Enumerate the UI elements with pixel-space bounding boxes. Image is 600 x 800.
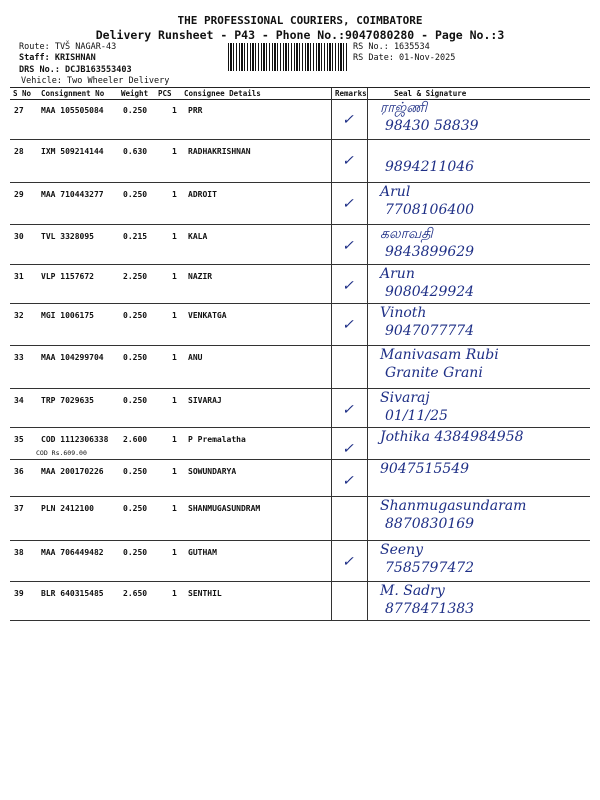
row-sno: 32 bbox=[14, 311, 24, 320]
row-signature: Jothika 4384984958 bbox=[380, 429, 524, 445]
row-consignee: ADROIT bbox=[188, 190, 217, 199]
row-remark-tick: ✓ bbox=[342, 554, 354, 570]
row-consignment-no: MAA 706449482 bbox=[41, 548, 104, 557]
row-cod-note: COD Rs.609.00 bbox=[36, 449, 87, 457]
row-weight: 0.215 bbox=[123, 232, 148, 241]
runsheet-subtitle: Delivery Runsheet - P43 - Phone No.:9047080280 - Page No.:3 bbox=[95, 28, 505, 42]
row-signature-phone: 9080429924 bbox=[385, 284, 475, 300]
barcode bbox=[228, 43, 348, 71]
row-signature: Sivaraj bbox=[380, 390, 430, 406]
row-remark-tick: ✓ bbox=[342, 278, 354, 294]
row-remark-tick: ✓ bbox=[342, 473, 354, 489]
row-divider bbox=[10, 388, 590, 389]
row-divider bbox=[10, 496, 590, 497]
row-divider bbox=[10, 303, 590, 304]
rs-date: RS Date: 01-Nov-2025 bbox=[353, 53, 456, 63]
row-sno: 39 bbox=[14, 589, 24, 598]
row-divider bbox=[10, 427, 590, 428]
col-seal: Seal & Signature bbox=[394, 89, 467, 98]
row-remark-tick: ✓ bbox=[342, 441, 354, 457]
row-sno: 37 bbox=[14, 504, 24, 513]
row-divider bbox=[10, 139, 590, 140]
drs-number: DRS No.: DCJB163553403 bbox=[19, 65, 132, 75]
row-pcs: 1 bbox=[172, 232, 177, 241]
row-weight: 0.250 bbox=[123, 548, 148, 557]
table-header bbox=[10, 87, 590, 100]
row-consignee: ANU bbox=[188, 353, 203, 362]
row-consignee: SHANMUGASUNDRAM bbox=[188, 504, 261, 513]
row-consignee: P Premalatha bbox=[188, 435, 246, 444]
row-pcs: 1 bbox=[172, 467, 177, 476]
row-pcs: 1 bbox=[172, 589, 177, 598]
row-signature-phone: 9047077774 bbox=[385, 323, 475, 339]
col-consignment: Consignment No bbox=[41, 89, 105, 98]
route-label: Route: TVŠ NAGAR-43 bbox=[19, 42, 117, 52]
vehicle-label: Vehicle: Two Wheeler Delivery bbox=[21, 76, 170, 86]
row-sno: 28 bbox=[14, 147, 24, 156]
row-sno: 38 bbox=[14, 548, 24, 557]
row-signature: Shanmugasundaram bbox=[380, 498, 527, 514]
row-pcs: 1 bbox=[172, 504, 177, 513]
row-signature-phone: 98430 58839 bbox=[385, 118, 479, 134]
col-remarks: Remarks bbox=[335, 89, 367, 98]
row-consignment-no: MAA 710443277 bbox=[41, 190, 104, 199]
row-signature: Seeny bbox=[380, 542, 424, 558]
row-pcs: 1 bbox=[172, 548, 177, 557]
row-weight: 0.250 bbox=[123, 353, 148, 362]
row-signature: M. Sadry bbox=[380, 583, 445, 599]
row-pcs: 1 bbox=[172, 106, 177, 115]
row-pcs: 1 bbox=[172, 272, 177, 281]
row-consignment-no: TRP 7029635 bbox=[41, 396, 94, 405]
row-weight: 0.250 bbox=[123, 396, 148, 405]
row-weight: 2.600 bbox=[123, 435, 148, 444]
row-consignment-no: BLR 640315485 bbox=[41, 589, 104, 598]
row-consignee: PRR bbox=[188, 106, 203, 115]
row-consignee: SENTHIL bbox=[188, 589, 222, 598]
row-signature: Vinoth bbox=[380, 305, 427, 321]
col-weight: Weight bbox=[121, 89, 149, 98]
company-title: THE PROFESSIONAL COURIERS, COIMBATORE bbox=[177, 14, 423, 27]
row-sno: 33 bbox=[14, 353, 24, 362]
row-sno: 36 bbox=[14, 467, 24, 476]
row-divider bbox=[10, 264, 590, 265]
row-signature: Arun bbox=[380, 266, 415, 282]
row-signature: 9047515549 bbox=[380, 461, 470, 477]
row-consignment-no: PLN 2412100 bbox=[41, 504, 94, 513]
row-weight: 2.250 bbox=[123, 272, 148, 281]
row-sno: 29 bbox=[14, 190, 24, 199]
row-sno: 30 bbox=[14, 232, 24, 241]
row-consignment-no: VLP 1157672 bbox=[41, 272, 94, 281]
row-divider bbox=[10, 182, 590, 183]
row-signature-phone: 9894211046 bbox=[385, 159, 475, 175]
staff-label: Staff: KRISHNAN bbox=[19, 53, 96, 63]
row-consignee: SOWUNDARYA bbox=[188, 467, 237, 476]
row-signature-phone: 7585797472 bbox=[385, 560, 475, 576]
row-sno: 31 bbox=[14, 272, 24, 281]
row-weight: 0.250 bbox=[123, 106, 148, 115]
row-consignment-no: MAA 105505084 bbox=[41, 106, 104, 115]
row-consignment-no: MAA 200170226 bbox=[41, 467, 104, 476]
row-divider bbox=[10, 581, 590, 582]
row-sno: 27 bbox=[14, 106, 24, 115]
row-pcs: 1 bbox=[172, 435, 177, 444]
row-consignment-no: MGI 1006175 bbox=[41, 311, 94, 320]
row-divider bbox=[10, 224, 590, 225]
row-consignee: SIVARAJ bbox=[188, 396, 222, 405]
col-sno: S No bbox=[13, 89, 32, 98]
row-signature-phone: 9843899629 bbox=[385, 244, 475, 260]
row-signature-phone: 01/11/25 bbox=[385, 408, 448, 424]
row-pcs: 1 bbox=[172, 147, 177, 156]
row-remark-tick: ✓ bbox=[342, 402, 354, 418]
row-pcs: 1 bbox=[172, 353, 177, 362]
row-pcs: 1 bbox=[172, 311, 177, 320]
row-divider bbox=[10, 540, 590, 541]
row-remark-tick: ✓ bbox=[342, 153, 354, 169]
row-consignment-no: TVL 3328095 bbox=[41, 232, 94, 241]
col-pcs: PCS bbox=[158, 89, 172, 98]
row-sno: 34 bbox=[14, 396, 24, 405]
row-signature: Arul bbox=[380, 184, 411, 200]
row-remark-tick: ✓ bbox=[342, 317, 354, 333]
row-remark-tick: ✓ bbox=[342, 112, 354, 128]
row-signature-phone: 7708106400 bbox=[385, 202, 475, 218]
row-consignment-no: MAA 104299704 bbox=[41, 353, 104, 362]
row-pcs: 1 bbox=[172, 396, 177, 405]
row-consignment-no: COD 1112306338 bbox=[41, 435, 109, 444]
row-signature: கலாவதி bbox=[380, 226, 433, 242]
row-divider bbox=[10, 345, 590, 346]
row-consignee: GUTHAM bbox=[188, 548, 217, 557]
row-consignment-no: IXM 509214144 bbox=[41, 147, 104, 156]
col-consignee: Consignee Details bbox=[184, 89, 261, 98]
row-weight: 0.250 bbox=[123, 467, 148, 476]
row-remark-tick: ✓ bbox=[342, 196, 354, 212]
row-weight: 0.250 bbox=[123, 190, 148, 199]
row-pcs: 1 bbox=[172, 190, 177, 199]
row-signature-phone: 8778471383 bbox=[385, 601, 475, 617]
row-signature: ராஜ்ணி bbox=[380, 100, 428, 116]
row-consignee: KALA bbox=[188, 232, 208, 241]
row-divider bbox=[10, 459, 590, 460]
row-weight: 0.250 bbox=[123, 504, 148, 513]
rs-number: RS No.: 1635534 bbox=[353, 42, 430, 52]
row-sno: 35 bbox=[14, 435, 24, 444]
row-signature: Manivasam Rubi bbox=[380, 347, 499, 363]
row-consignee: VENKATGA bbox=[188, 311, 227, 320]
row-weight: 0.250 bbox=[123, 311, 148, 320]
row-consignee: NAZIR bbox=[188, 272, 213, 281]
row-signature-phone: Granite Grani bbox=[385, 365, 483, 381]
row-remark-tick: ✓ bbox=[342, 238, 354, 254]
row-signature-phone: 8870830169 bbox=[385, 516, 475, 532]
row-divider bbox=[10, 620, 590, 621]
row-consignee: RADHAKRISHNAN bbox=[188, 147, 251, 156]
row-weight: 0.630 bbox=[123, 147, 148, 156]
row-weight: 2.650 bbox=[123, 589, 148, 598]
